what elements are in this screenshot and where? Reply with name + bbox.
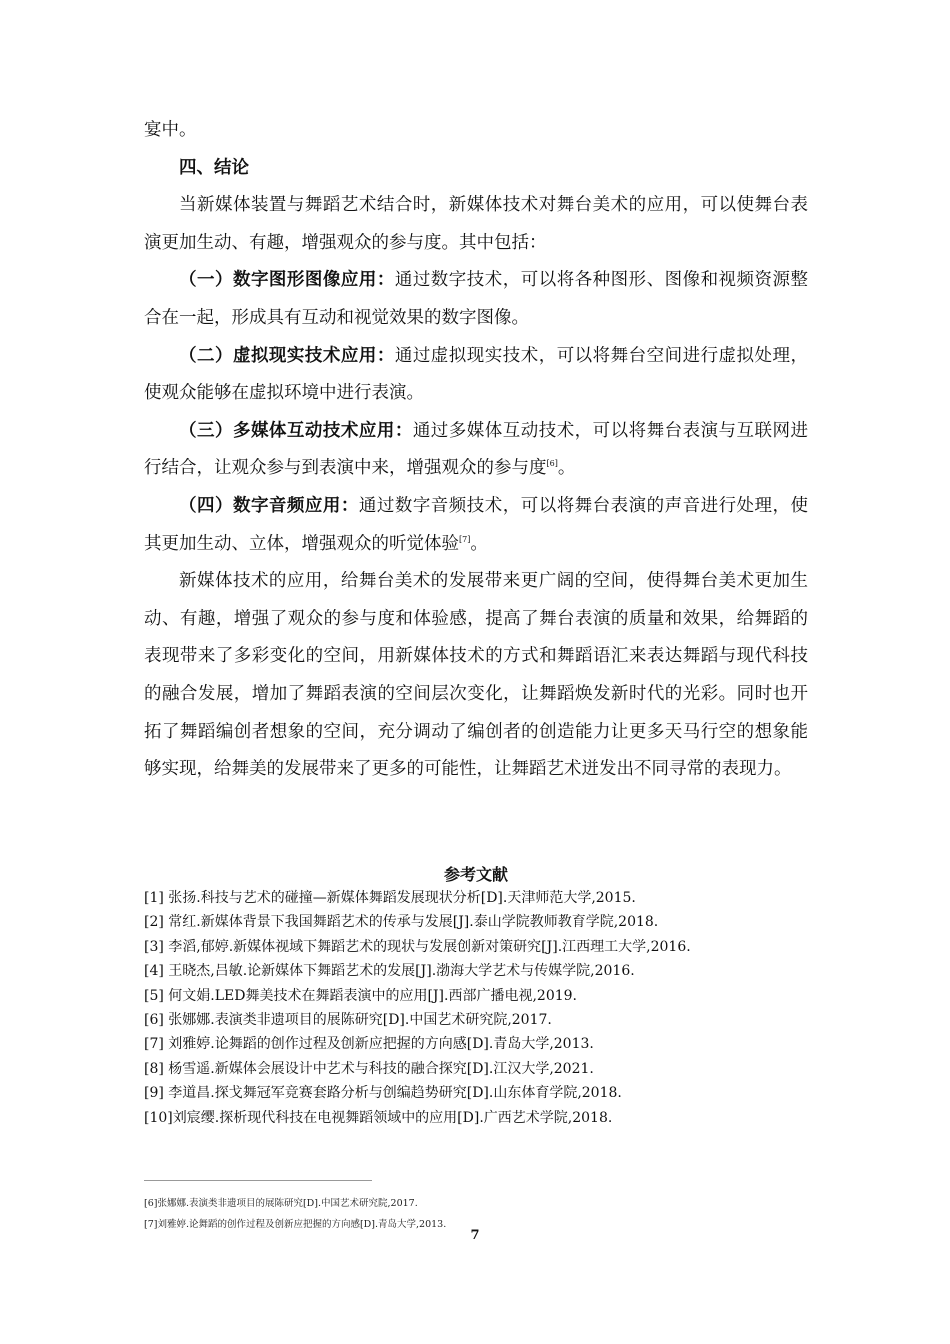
reference-item: [10]刘宸缨.探析现代科技在电视舞蹈领域中的应用[D].广西艺术学院,2018. xyxy=(144,1109,613,1126)
footnote-divider xyxy=(144,1180,372,1181)
reference-item: [6] 张娜娜.表演类非遗项目的展陈研究[D].中国艺术研究院,2017. xyxy=(144,1012,552,1029)
references-title: 参考文献 xyxy=(443,865,508,884)
body-text xyxy=(144,112,808,789)
reference-item: [3] 李滔,郁婷.新媒体视域下舞蹈艺术的现状与发展创新对策研究[J].江西理工大学,2016. xyxy=(144,938,691,955)
list-item xyxy=(144,262,808,337)
list-item-end: 。 xyxy=(470,533,488,554)
list-item-text: 通过虚拟现实技术，可以将舞台空间进行虚拟处理，使观众能够在虚拟环境中进行表演。 xyxy=(144,345,809,404)
citation-marker[interactable]: [6] xyxy=(546,459,558,469)
list-item xyxy=(144,413,808,488)
reference-item: [1] 张扬.科技与艺术的碰撞—新媒体舞蹈发展现状分析[D].天津师范大学,2015. xyxy=(144,890,636,906)
paragraph-intro: 当新媒体装置与舞蹈艺术结合时，新媒体技术对舞台美术的应用，可以使舞台表演更加生动、有趣，增强观众的参与度。其中包括： xyxy=(144,195,808,253)
list-item-term: （二）虚拟现实技术应用： xyxy=(179,345,395,366)
list-item-text: 通过数字技术，可以将各种图形、图像和视频资源整合在一起，形成具有互动和视觉效果的数字图像。 xyxy=(144,270,809,328)
reference-item: [2] 常红.新媒体背景下我国舞蹈艺术的传承与发展[J].泰山学院教师教育学院,2018. xyxy=(144,914,659,931)
references-list xyxy=(144,886,808,1130)
section-heading: 四、结论 xyxy=(179,157,249,178)
list-item xyxy=(144,338,808,413)
citation-marker[interactable]: [7] xyxy=(459,534,471,544)
reference-item: [9] 李道昌.探戈舞冠军竞赛套路分析与创编趋势研究[D].山东体育学院,2018. xyxy=(144,1085,622,1102)
paragraph-conclusion: 新媒体技术的应用，给舞台美术的发展带来更广阔的空间，使得舞台美术更加生动、有趣，增强了观众的参与度和体验感，提高了舞台表演的质量和效果，给舞蹈的表现带来了多彩变化的空间，用新媒体技术的方式和舞蹈语汇来表达舞蹈与现代科技的融合发展，增加了舞蹈表演的空间层次变化，让舞蹈焕发新时代的光彩。同时也开拓了舞蹈编创者想象的空间，充分调动了编创者的创造能力让更多天马行空的想象能够实现，给舞美的发展带来了更多的可能性，让舞蹈艺术迸发出不同寻常的表现力。 xyxy=(144,571,808,780)
footnote-item: [7]刘雅婷.论舞蹈的创作过程及创新应把握的方向感[D].青岛大学,2013. xyxy=(144,1219,447,1230)
reference-item: [7] 刘雅婷.论舞蹈的创作过程及创新应把握的方向感[D].青岛大学,2013. xyxy=(144,1036,594,1053)
reference-item: [8] 杨雪遥.新媒体会展设计中艺术与科技的融合探究[D].江汉大学,2021. xyxy=(144,1060,594,1077)
paragraph-continuation: 宴中。 xyxy=(144,120,197,140)
list-item-term: （四）数字音频应用： xyxy=(179,495,359,516)
page-number: 7 xyxy=(470,1228,480,1243)
list-item xyxy=(144,488,808,563)
list-item-text: 通过多媒体互动技术，可以将舞台表演与互联网进行结合，让观众参与到表演中来，增强观众的参与度 xyxy=(144,420,809,479)
list-item-text: 通过数字音频技术，可以将舞台表演的声音进行处理，使其更加生动、立体，增强观众的听觉体验 xyxy=(144,495,809,554)
reference-item: [5] 何文娟.LED舞美技术在舞蹈表演中的应用[J].西部广播电视,2019. xyxy=(144,987,577,1004)
list-item-term: （一）数字图形图像应用： xyxy=(179,270,395,291)
footnote-item: [6]张娜娜.表演类非遗项目的展陈研究[D].中国艺术研究院,2017. xyxy=(144,1198,418,1209)
reference-item: [4] 王晓杰,吕敏.论新媒体下舞蹈艺术的发展[J].渤海大学艺术与传媒学院,2016. xyxy=(144,963,635,980)
list-item-end: 。 xyxy=(557,458,576,479)
list-item-term: （三）多媒体互动技术应用： xyxy=(179,420,413,441)
